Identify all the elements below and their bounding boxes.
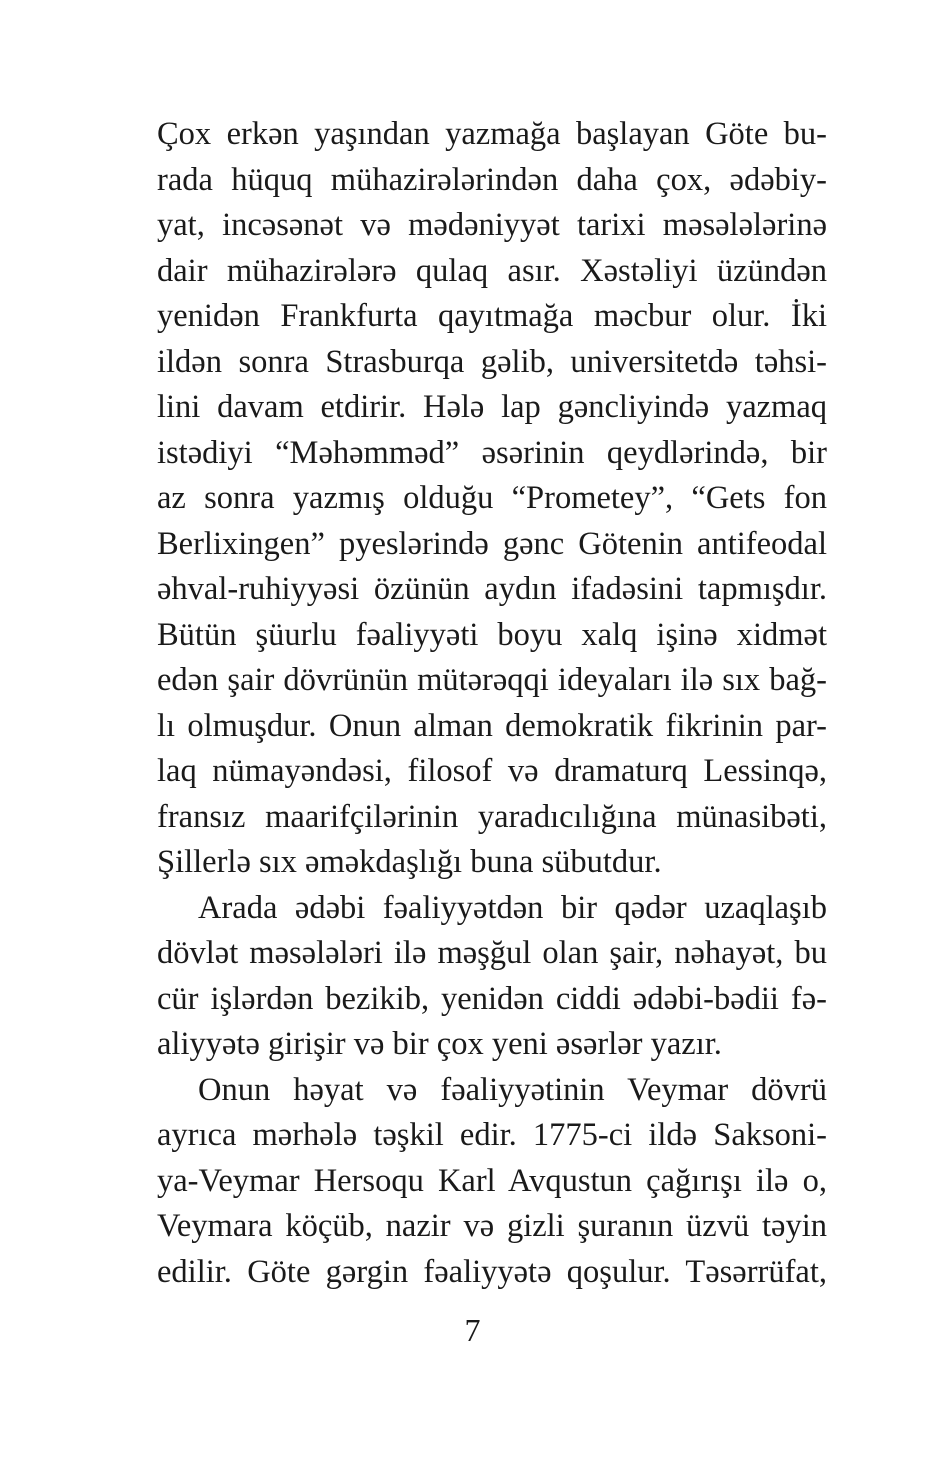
text-line: Bütün şüurlu fəaliyyəti boyu xalq işinə xidmət <box>157 616 827 653</box>
text-line: yat, incəsənət və mədəniyyət tarixi məsələlərinə <box>157 207 827 243</box>
text-line: rada hüquq mühazirələrindən daha çox, ədəbiy- <box>157 161 827 198</box>
text-line: Berlixingen” pyeslərində gənc Götenin antifeodal <box>157 525 827 562</box>
text-line: Arada ədəbi fəaliyyətdən bir qədər uzaqlaşıb <box>198 889 827 926</box>
text-line: cür işlərdən bezikib, yenidən ciddi ədəbi-bədii fə- <box>157 980 827 1017</box>
paragraph-1 <box>157 112 827 886</box>
text-line: əhval-ruhiyyəsi özünün aydın ifadəsini tapmışdır. <box>157 571 827 607</box>
text-line: Onun həyat və fəaliyyətinin Veymar dövrü <box>198 1071 827 1108</box>
text-line: Veymara köçüb, nazir və gizli şuranın üzvü təyin <box>157 1208 827 1244</box>
text-line: az sonra yazmış olduğu “Prometey”, “Gets fon <box>157 480 827 516</box>
text-line: yenidən Frankfurta qayıtmağa məcbur olur. İki <box>157 298 827 334</box>
paragraph-2 <box>157 886 827 1068</box>
text-line: ildən sonra Strasburqa gəlib, universitetdə təhsi- <box>157 343 827 380</box>
text-line: Şillerlə sıx əməkdaşlığı buna sübutdur. <box>157 844 662 880</box>
text-line: fransız maarifçilərinin yaradıcılığına münasibəti, <box>157 798 827 835</box>
text-line: lini davam etdirir. Hələ lap gəncliyində yazmaq <box>157 389 827 425</box>
text-line: dövlət məsələləri ilə məşğul olan şair, nəhayət, bu <box>157 935 827 971</box>
text-line: dair mühazirələrə qulaq asır. Xəstəliyi üzündən <box>157 252 827 289</box>
page-number: 7 <box>464 1312 481 1348</box>
text-line: aliyyətə girişir və bir çox yeni əsərlər yazır. <box>157 1026 722 1062</box>
text-line: ya-Veymar Hersoqu Karl Avqustun çağırışı ilə o, <box>157 1162 827 1199</box>
text-line: lı olmuşdur. Onun alman demokratik fikrinin par- <box>157 707 827 744</box>
text-line: istədiyi “Məhəmməd” əsərinin qeydlərində, bir <box>157 434 827 471</box>
text-line: Çox erkən yaşından yazmağa başlayan Göte bu- <box>157 116 827 152</box>
paragraph-3 <box>157 1068 827 1296</box>
body-text <box>157 112 827 1295</box>
text-line: edən şair dövrünün mütərəqqi ideyaları ilə sıx bağ- <box>157 662 827 698</box>
text-line: laq nümayəndəsi, filosof və dramaturq Lessinqə, <box>157 753 827 789</box>
text-line: ayrıca mərhələ təşkil edir. 1775-ci ildə Saksoni- <box>157 1117 827 1153</box>
text-line: edilir. Göte gərgin fəaliyyətə qoşulur. Təsərrüfat, <box>157 1253 827 1290</box>
